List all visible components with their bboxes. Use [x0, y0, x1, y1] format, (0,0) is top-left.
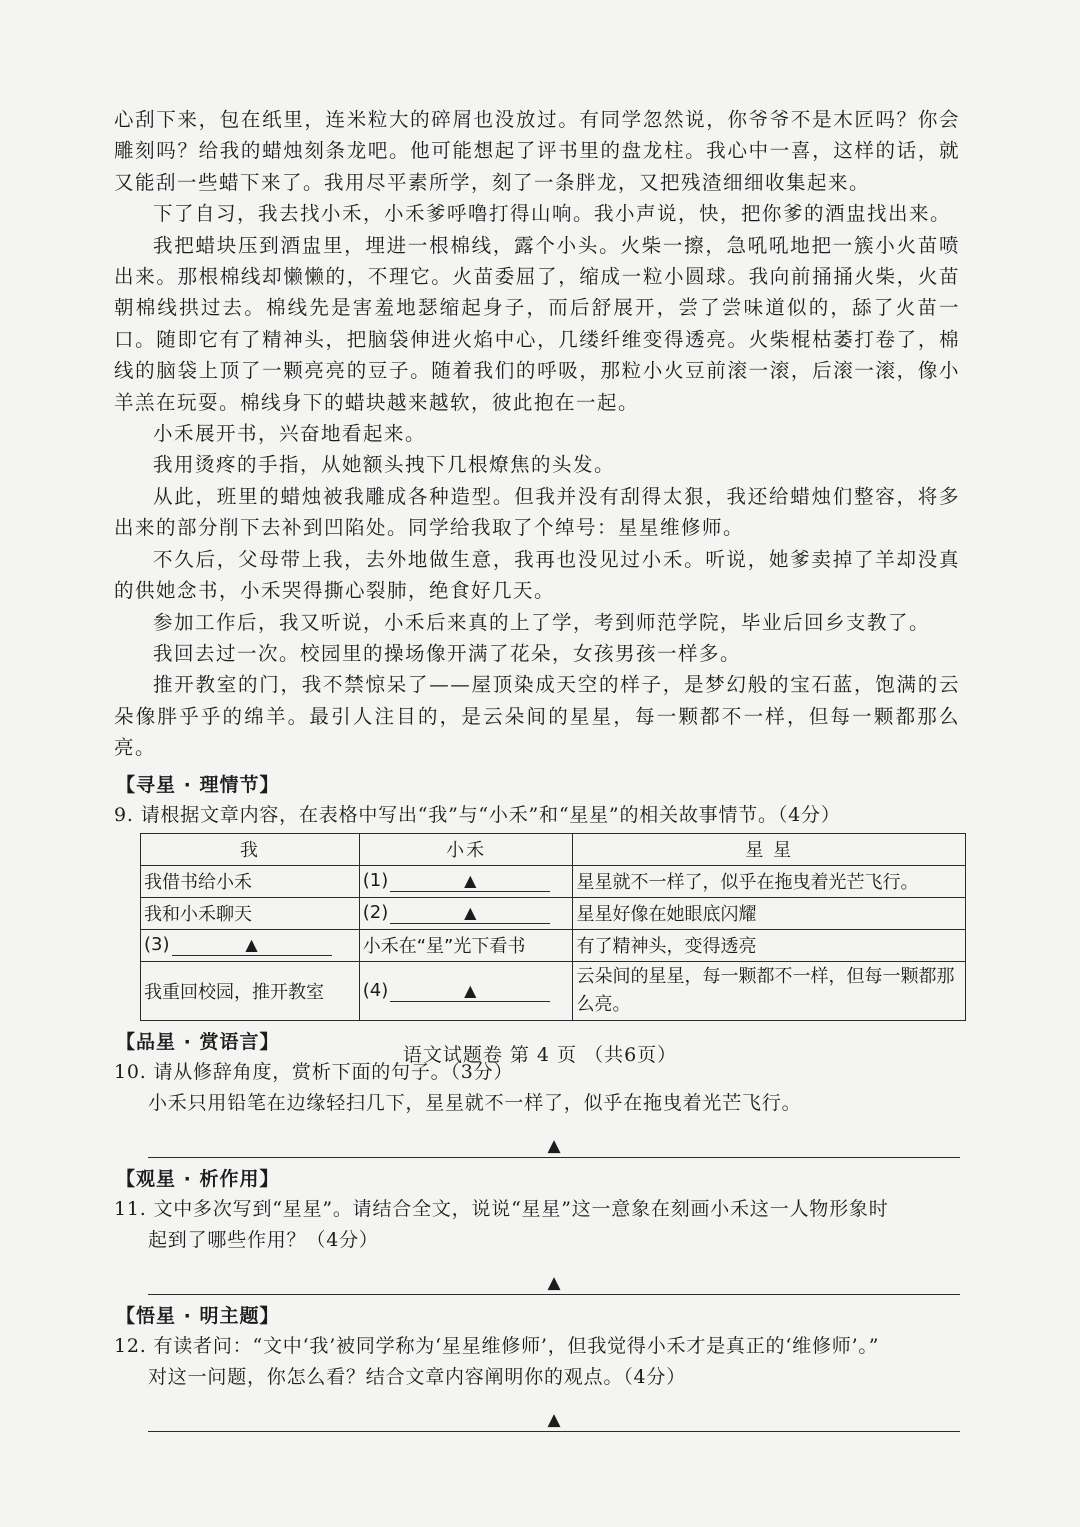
- blank-number: (2): [362, 902, 389, 924]
- table-cell: [141, 929, 360, 961]
- table-cell: [359, 961, 573, 1020]
- question-text: 9. 请根据文章内容，在表格中写出“我”与“小禾”和“星星”的相关故事情节。（4分）: [114, 803, 841, 826]
- section-title: 【悟星 · 明主题】: [116, 1304, 280, 1327]
- passage-paragraph: 从此，班里的蜡烛被我雕成各种造型。但我并没有刮得太狠，我还给蜡烛们整容，将多出来的部分削下去补到凹陷处。同学给我取了个绰号：星星维修师。: [114, 484, 960, 540]
- passage-paragraph: 不久后，父母带上我，去外地做生意，我再也没见过小禾。听说，她爹卖掉了羊却没真的供她念书，小禾哭得撕心裂肺，绝食好几天。: [114, 547, 960, 603]
- answer-blank[interactable]: [390, 981, 550, 1002]
- question-text: 对这一问题，你怎么看？结合文章内容阐明你的观点。（4分）: [148, 1365, 686, 1388]
- section-title: 【品星 · 赏语言】: [116, 1030, 280, 1053]
- table-row: [141, 865, 966, 897]
- section-title: 【寻星 · 理情节】: [116, 773, 280, 796]
- quoted-sentence: 小禾只用铅笔在边缘轻扫几下，星星就不一样了，似乎在拖曳着光芒飞行。: [148, 1091, 802, 1114]
- page-footer: 语文试题卷 第 4 页 （共6页）: [402, 1044, 678, 1066]
- triangle-marker-icon: ▲: [547, 1409, 561, 1430]
- table-cell: [359, 897, 573, 929]
- table-cell: [359, 865, 573, 897]
- triangle-marker-icon: ▲: [547, 1272, 561, 1293]
- reading-passage: [114, 104, 960, 764]
- question-text: 12. 有读者问：“文中‘我’被同学称为‘星星维修师’，但我觉得小禾才是真正的‘维修师’。”: [114, 1334, 880, 1357]
- table-cell: 我和小禾聊天: [141, 897, 360, 929]
- table-cell: 云朵间的星星，每一颗都不一样，但每一颗都那么亮。: [573, 961, 966, 1020]
- column-header: 小禾: [359, 833, 573, 865]
- triangle-marker-icon: ▲: [464, 903, 477, 923]
- triangle-marker-icon: ▲: [245, 935, 258, 955]
- answer-line[interactable]: [148, 1397, 960, 1432]
- section-title: 【观星 · 析作用】: [116, 1167, 280, 1190]
- triangle-marker-icon: ▲: [547, 1135, 561, 1156]
- passage-paragraph: 心刮下来，包在纸里，连米粒大的碎屑也没放过。有同学忽然说，你爷爷不是木匠吗？你会雕刻吗？给我的蜡烛刻条龙吧。他可能想起了评书里的盘龙柱。我心中一喜，这样的话，就又能刮一些蜡下来了。我用尽平素所学，刻了一条胖龙，又把残渣细细收集起来。: [114, 108, 960, 194]
- question-12: [114, 1301, 960, 1432]
- passage-paragraph: 我回去过一次。校园里的操场像开满了花朵，女孩男孩一样多。: [153, 641, 742, 665]
- blank-number: (3): [144, 934, 170, 956]
- column-header: 星 星: [573, 833, 966, 865]
- passage-paragraph: 小禾展开书，兴奋地看起来。: [153, 422, 427, 446]
- column-header: 我: [141, 833, 360, 865]
- passage-paragraph: 我用烫疼的手指，从她额头拽下几根燎焦的头发。: [153, 453, 616, 477]
- table-row: [141, 897, 966, 929]
- question-9: [114, 770, 960, 1021]
- table-cell: 星星好像在她眼底闪耀: [573, 897, 966, 929]
- passage-paragraph: 我把蜡块压到酒盅里，埋进一根棉线，露个小头。火柴一擦，急吼吼地把一簇小火苗喷出来。那根棉线却懒懒的，不理它。火苗委屈了，缩成一粒小圆球。我向前捅捅火柴，火苗朝棉线拱过去。棉线先是害羞地瑟缩起身子，而后舒展开，尝了尝味道似的，舔了火苗一口。随即它有了精神头，把脑袋伸进火焰中心，几缕纤维变得透亮。火柴棍枯萎打卷了，棉线的脑袋上顶了一颗亮亮的豆子。随着我们的呼吸，那粒小火豆前滚一滚，后滚一滚，像小羊羔在玩耍。棉线身下的蜡块越来越软，彼此抱在一起。: [114, 233, 960, 414]
- blank-number: (1): [362, 870, 389, 892]
- question-text: 11. 文中多次写到“星星”。请结合全文，说说“星星”这一意象在刻画小禾这一人物形象时: [114, 1197, 889, 1220]
- table-cell: 小禾在“星”光下看书: [359, 929, 573, 961]
- table-cell: 我借书给小禾: [141, 865, 360, 897]
- answer-blank[interactable]: [390, 903, 550, 924]
- table-cell: 有了精神头，变得透亮: [573, 929, 966, 961]
- passage-paragraph: 下了自习，我去找小禾，小禾爹呼噜打得山响。我小声说，快，把你爹的酒盅找出来。: [153, 202, 952, 226]
- page-content: [114, 104, 960, 1432]
- table-row: [141, 961, 966, 1020]
- table-cell: 星星就不一样了，似乎在拖曳着光芒飞行。: [573, 865, 966, 897]
- table-header-row: [141, 833, 966, 865]
- question-text: 起到了哪些作用？（4分）: [148, 1228, 379, 1251]
- answer-line[interactable]: [148, 1123, 960, 1158]
- triangle-marker-icon: ▲: [464, 871, 477, 891]
- question-11: [114, 1164, 960, 1295]
- passage-paragraph: 参加工作后，我又听说，小禾后来真的上了学，考到师范学院，毕业后回乡支教了。: [153, 610, 931, 634]
- passage-paragraph: 推开教室的门，我不禁惊呆了——屋顶染成天空的样子，是梦幻般的宝石蓝，饱满的云朵像胖乎乎的绵羊。最引人注目的，是云朵间的星星，每一颗都不一样，但每一颗都那么亮。: [114, 673, 960, 760]
- question-text: 10. 请从修辞角度，赏析下面的句子。（3分）: [114, 1060, 514, 1083]
- table-row: [141, 929, 966, 961]
- answer-line[interactable]: [148, 1260, 960, 1295]
- table-cell: 我重回校园，推开教室: [141, 961, 360, 1020]
- answer-blank[interactable]: [390, 871, 550, 892]
- answer-blank[interactable]: [172, 935, 332, 956]
- triangle-marker-icon: ▲: [464, 980, 477, 1000]
- plot-table: [140, 833, 966, 1021]
- blank-number: (4): [362, 979, 389, 1001]
